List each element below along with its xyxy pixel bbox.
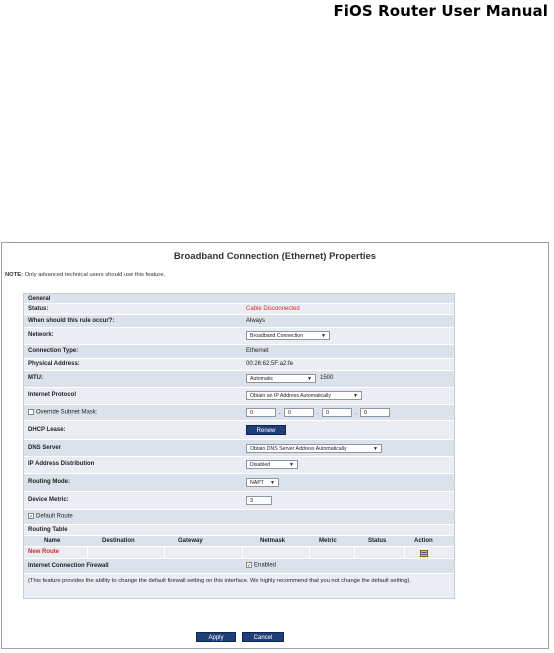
routing-mode-label: Routing Mode: xyxy=(28,479,70,485)
status-value: Cable Disconnected xyxy=(246,306,300,312)
mtu-size: 1500 xyxy=(320,375,334,381)
chevron-down-icon: ▼ xyxy=(270,480,275,486)
column-action: Action xyxy=(414,538,433,544)
column-name: Name xyxy=(44,538,61,544)
column-status: Status xyxy=(368,538,387,544)
column-gateway: Gateway xyxy=(178,538,203,544)
column-divider xyxy=(242,547,243,558)
firewall-enabled-label: Enabled xyxy=(254,562,277,569)
row-routing-mode xyxy=(24,474,454,492)
ip-distribution-label: IP Address Distribution xyxy=(28,461,95,467)
rule-label: When should this rule occur?: xyxy=(28,318,115,324)
row-dns-server xyxy=(24,440,454,457)
subnet-octet-2[interactable]: 0 xyxy=(284,408,314,417)
subnet-octet-1[interactable]: 0 xyxy=(246,408,276,417)
column-divider xyxy=(87,547,88,558)
note-label: NOTE: xyxy=(5,272,24,278)
cancel-button[interactable]: Cancel xyxy=(242,632,284,642)
override-subnet-mask-label: Override Subnet Mask: xyxy=(36,409,98,416)
network-select-value: Broadband Connection xyxy=(250,333,304,339)
row-dhcp-lease xyxy=(24,421,454,440)
firewall-enabled xyxy=(246,562,276,569)
row-network xyxy=(24,328,454,345)
network-label: Network: xyxy=(28,332,54,338)
subnet-octet-4[interactable]: 0 xyxy=(360,408,390,417)
chevron-down-icon: ▼ xyxy=(289,462,294,468)
override-subnet-mask-checkbox[interactable] xyxy=(28,409,34,415)
subnet-octet-3[interactable]: 0 xyxy=(322,408,352,417)
column-destination: Destination xyxy=(102,538,135,544)
note-line xyxy=(5,272,165,278)
connection-type-value: Ethernet xyxy=(246,348,269,354)
new-route-link[interactable]: New Route xyxy=(28,549,60,555)
apply-button[interactable]: Apply xyxy=(196,632,236,642)
mtu-select-value: Automatic xyxy=(250,376,274,382)
firewall-label: Internet Connection Firewall xyxy=(28,563,109,569)
row-firewall xyxy=(24,559,454,574)
row-connection-type xyxy=(24,345,454,359)
column-divider xyxy=(309,547,310,558)
physical-address-value: 00:26:62:5F:a2:fe xyxy=(246,361,294,367)
routing-mode-select[interactable] xyxy=(246,478,279,487)
subnet-separator: . xyxy=(355,410,357,416)
override-subnet-mask xyxy=(28,409,97,416)
row-physical-address xyxy=(24,359,454,371)
row-ip-distribution xyxy=(24,457,454,474)
internet-protocol-select[interactable] xyxy=(246,391,362,400)
firewall-checkbox[interactable]: ✓ xyxy=(247,563,252,569)
subnet-separator: . xyxy=(279,410,281,416)
row-default-route xyxy=(24,510,454,525)
row-mtu xyxy=(24,371,454,388)
column-metric: Metric xyxy=(319,538,337,544)
row-firewall-note xyxy=(24,574,454,598)
network-select[interactable] xyxy=(246,331,330,340)
column-divider xyxy=(354,547,355,558)
row-override-subnet-mask xyxy=(24,405,454,421)
internet-protocol-value: Obtain an IP Address Automatically xyxy=(250,393,331,399)
internet-protocol-label: Internet Protocol xyxy=(28,392,77,398)
dhcp-lease-label: DHCP Lease: xyxy=(28,427,66,433)
routing-table-header xyxy=(24,536,454,547)
row-routing-table-title xyxy=(24,525,454,536)
chevron-down-icon: ▼ xyxy=(373,446,378,452)
default-route xyxy=(28,513,73,520)
dns-server-select[interactable] xyxy=(246,444,382,453)
row-rule xyxy=(24,315,454,328)
column-divider xyxy=(164,547,165,558)
column-divider xyxy=(404,547,405,558)
status-label: Status: xyxy=(28,306,49,312)
rule-value: Always xyxy=(246,318,266,324)
chevron-down-icon: ▼ xyxy=(321,333,326,339)
chevron-down-icon: ▼ xyxy=(353,393,358,399)
ip-distribution-select[interactable] xyxy=(246,460,298,469)
routing-mode-value: NAPT xyxy=(250,480,264,486)
note-text: Only advanced technical users should use this feature. xyxy=(24,272,166,278)
dns-server-value: Obtain DNS Server Address Automatically xyxy=(250,446,347,452)
settings-panel xyxy=(23,293,455,599)
row-device-metric xyxy=(24,492,454,510)
row-status xyxy=(24,304,454,315)
default-route-label: Default Route xyxy=(36,513,73,520)
default-route-checkbox[interactable]: ✓ xyxy=(29,514,34,520)
row-internet-protocol xyxy=(24,388,454,405)
document-header: FiOS Router User Manual xyxy=(333,2,548,20)
section-general-label: General xyxy=(28,296,51,302)
subnet-separator: . xyxy=(317,410,319,416)
connection-type-label: Connection Type: xyxy=(28,348,79,354)
ip-distribution-value: Disabled xyxy=(250,462,271,468)
renew-button[interactable]: Renew xyxy=(246,425,286,435)
routing-table-row xyxy=(24,547,454,559)
dns-server-label: DNS Server xyxy=(28,445,62,451)
properties-dialog xyxy=(1,242,549,649)
device-metric-label: Device Metric: xyxy=(28,497,69,503)
dialog-title: Broadband Connection (Ethernet) Properties xyxy=(173,251,377,262)
physical-address-label: Physical Address: xyxy=(28,361,80,367)
mtu-select[interactable] xyxy=(246,374,316,383)
column-netmask: Netmask xyxy=(260,538,286,544)
device-metric-input[interactable]: 3 xyxy=(246,496,272,505)
mtu-label: MTU: xyxy=(28,375,43,381)
chevron-down-icon: ▼ xyxy=(307,376,312,382)
firewall-note: (This feature provides the ability to change the default firewall setting on this interface. We highly recommend that you not change the default setting). xyxy=(28,578,412,584)
routing-table-label: Routing Table xyxy=(28,527,68,533)
section-general xyxy=(24,294,454,304)
add-route-icon[interactable] xyxy=(420,549,429,557)
